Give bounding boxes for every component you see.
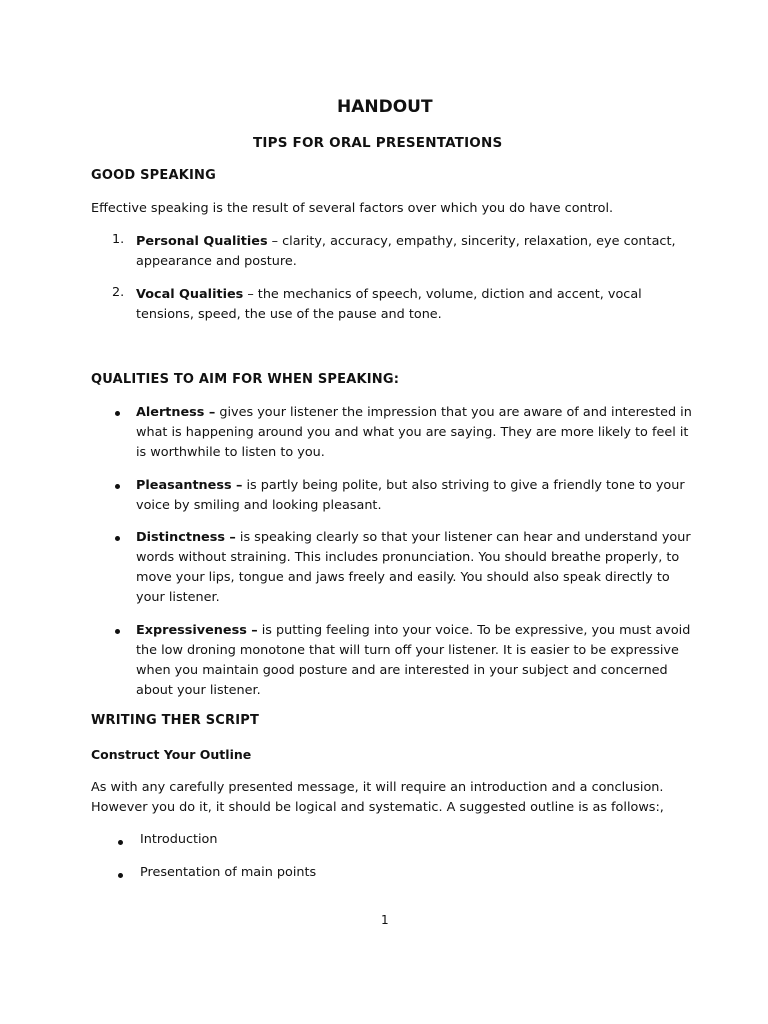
definition: – the mechanics of speech, volume, diction and accent, vocal tensions, speed, the use of the pause and tone.: [136, 287, 642, 322]
list-item-distinctness: [136, 528, 696, 608]
good-speaking-intro: Effective speaking is the result of several factors over which you do have control.: [91, 201, 614, 216]
list-number: 1.: [112, 232, 125, 247]
list-item-pleasantness: [136, 476, 696, 516]
outline-item-main-points: Presentation of main points: [140, 865, 317, 880]
section-heading-good-speaking: GOOD SPEAKING: [91, 168, 216, 183]
bullet-icon: [115, 484, 120, 489]
bullet-icon: [118, 840, 123, 845]
document-subtitle: TIPS FOR ORAL PRESENTATIONS: [253, 135, 503, 151]
subheading-construct-outline: Construct Your Outline: [91, 747, 252, 762]
term: Expressiveness –: [136, 623, 258, 638]
definition: is speaking clearly so that your listener can hear and understand your words without straining. This includes pronunciation. You should breathe properly, to move your lips, tongue and jaws freely and easily. You should also speak directly to your listener.: [136, 530, 691, 605]
outline-item-introduction: Introduction: [140, 832, 218, 847]
term: Personal Qualities: [136, 234, 268, 249]
section-heading-writing-script: WRITING THER SCRIPT: [91, 713, 260, 728]
document-title: HANDOUT: [337, 97, 433, 117]
term: Alertness –: [136, 405, 216, 420]
definition: – clarity, accuracy, empathy, sincerity, relaxation, eye contact, appearance and posture.: [136, 234, 676, 269]
term: Distinctness –: [136, 530, 236, 545]
definition: is putting feeling into your voice. To be expressive, you must avoid the low droning monotone that will turn off your listener. It is easier to be expressive when you maintain good posture and are interested in your subject and concerned about your listener.: [136, 623, 691, 698]
definition: is partly being polite, but also striving to give a friendly tone to your voice by smiling and looking pleasant.: [136, 478, 685, 513]
bullet-icon: [115, 411, 120, 416]
outline-paragraph: As with any carefully presented message, it will require an introduction and a conclusion. However you do it, it should be logical and systematic. A suggested outline is as follows:,: [91, 780, 664, 815]
term: Pleasantness –: [136, 478, 243, 493]
list-number: 2.: [112, 285, 125, 300]
bullet-icon: [115, 536, 120, 541]
list-item-personal-qualities: [136, 232, 676, 272]
list-item-expressiveness: [136, 621, 696, 701]
section-heading-qualities: QUALITIES TO AIM FOR WHEN SPEAKING:: [91, 372, 400, 387]
bullet-icon: [115, 629, 120, 634]
bullet-icon: [118, 873, 123, 878]
list-item-vocal-qualities: [136, 285, 676, 325]
term: Vocal Qualities: [136, 287, 244, 302]
page-number: 1: [381, 913, 389, 927]
list-item-alertness: [136, 403, 696, 463]
definition: gives your listener the impression that you are aware of and interested in what is happening around you and what you are saying. They are more likely to feel it is worthwhile to listen to you.: [136, 405, 692, 460]
